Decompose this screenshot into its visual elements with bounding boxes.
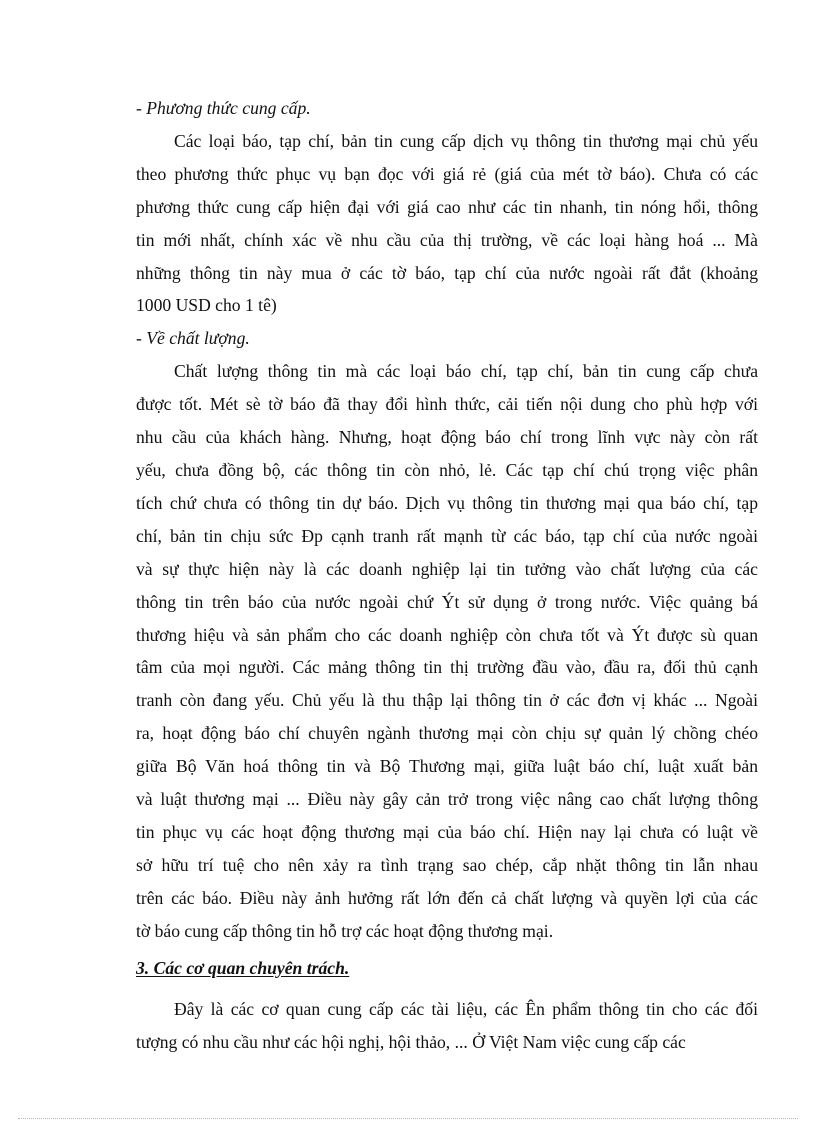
text-line: 1000 USD cho 1 tê) bbox=[136, 295, 277, 316]
paragraph-method bbox=[136, 125, 758, 322]
text-line: thông tin trên báo của nước ngoài chứ Ýt sử dụng ở trong nước. Việc quảng bá bbox=[136, 591, 758, 612]
text-line: được tốt. Mét sè tờ báo đã thay đổi hình thức, cải tiến nội dung cho phù hợp với bbox=[136, 394, 758, 415]
subheading-method: - Phương thức cung cấp. bbox=[136, 98, 311, 118]
text-line: và sự thực hiện này là các doanh nghiệp lại tin tưởng vào chất lượng của các bbox=[136, 558, 758, 579]
text-line: ra, hoạt động báo chí chuyên ngành thương mại còn chịu sự quản lý chồng chéo bbox=[136, 723, 758, 744]
text-line: theo phương thức phục vụ bạn đọc với giá rẻ (giá của mét tờ báo). Chưa có các bbox=[136, 163, 758, 184]
text-line: yếu, chưa đồng bộ, các thông tin còn nhỏ, lẻ. Các tạp chí chú trọng việc phân bbox=[136, 459, 758, 480]
text-line: tích chứ chưa có thông tin dự báo. Dịch vụ thông tin thương mại qua báo chí, tạp bbox=[136, 492, 758, 513]
text-line: phương thức cung cấp hiện đại với giá cao như các tin nhanh, tin nóng hổi, thông bbox=[136, 196, 758, 217]
paragraph-agencies bbox=[136, 993, 758, 1059]
text-line: trên các báo. Điều này ảnh hưởng rất lớn đến cả chất lượng và quyền lợi của các bbox=[136, 887, 758, 908]
text-line: sở hữu trí tuệ cho nên xảy ra tình trạng sao chép, cắp nhặt thông tin lẫn nhau bbox=[136, 854, 758, 875]
text-line: những thông tin này mua ở các tờ báo, tạp chí của nước ngoài rất đắt (khoảng bbox=[136, 262, 758, 283]
text-line: Đây là các cơ quan cung cấp các tài liệu, các Ên phẩm thông tin cho các đối bbox=[174, 999, 758, 1020]
text-line: chí, bản tin chịu sức Ðp cạnh tranh rất mạnh từ các báo, tạp chí của nước ngoài bbox=[136, 525, 758, 546]
text-line: tờ báo cung cấp thông tin hỗ trợ các hoạt động thương mại. bbox=[136, 920, 554, 941]
text-line: tin mới nhất, chính xác về nhu cầu của thị trường, về các loại hàng hoá ... Mà bbox=[136, 229, 758, 250]
document-body bbox=[136, 92, 758, 1059]
text-line: Các loại báo, tạp chí, bản tin cung cấp dịch vụ thông tin thương mại chủ yếu bbox=[174, 130, 758, 151]
text-line: và luật thương mại ... Điều này gây cản trở trong việc nâng cao chất lượng thông bbox=[136, 789, 758, 810]
text-line: tin phục vụ các hoạt động thương mại của báo chí. Hiện nay lại chưa có luật về bbox=[136, 821, 758, 842]
text-line: thương hiệu và sản phẩm cho các doanh nghiệp còn chưa tốt và Ýt được sù quan bbox=[136, 624, 758, 645]
page-bottom-divider bbox=[18, 1118, 798, 1119]
text-line: nhu cầu của khách hàng. Nhưng, hoạt động báo chí trong lĩnh vực này còn rất bbox=[136, 427, 758, 448]
text-line: tượng có nhu cầu như các hội nghị, hội thảo, ... Ở Việt Nam việc cung cấp các bbox=[136, 1032, 686, 1053]
text-line: tranh còn đang yếu. Chủ yếu là thu thập lại thông tin ở các đơn vị khác ... Ngoài bbox=[136, 690, 758, 711]
text-line: tâm của mọi người. Các mảng thông tin thị trường đầu vào, đầu ra, đối thủ cạnh bbox=[136, 657, 758, 678]
paragraph-quality bbox=[136, 355, 758, 947]
text-line: Chất lượng thông tin mà các loại báo chí, tạp chí, bản tin cung cấp chưa bbox=[174, 361, 758, 382]
text-line: giữa Bộ Văn hoá thông tin và Bộ Thương mại, giữa luật báo chí, luật xuất bản bbox=[136, 756, 758, 777]
section-heading-agencies: 3. Các cơ quan chuyên trách. bbox=[136, 957, 350, 978]
subheading-quality: - Về chất lượng. bbox=[136, 328, 250, 349]
